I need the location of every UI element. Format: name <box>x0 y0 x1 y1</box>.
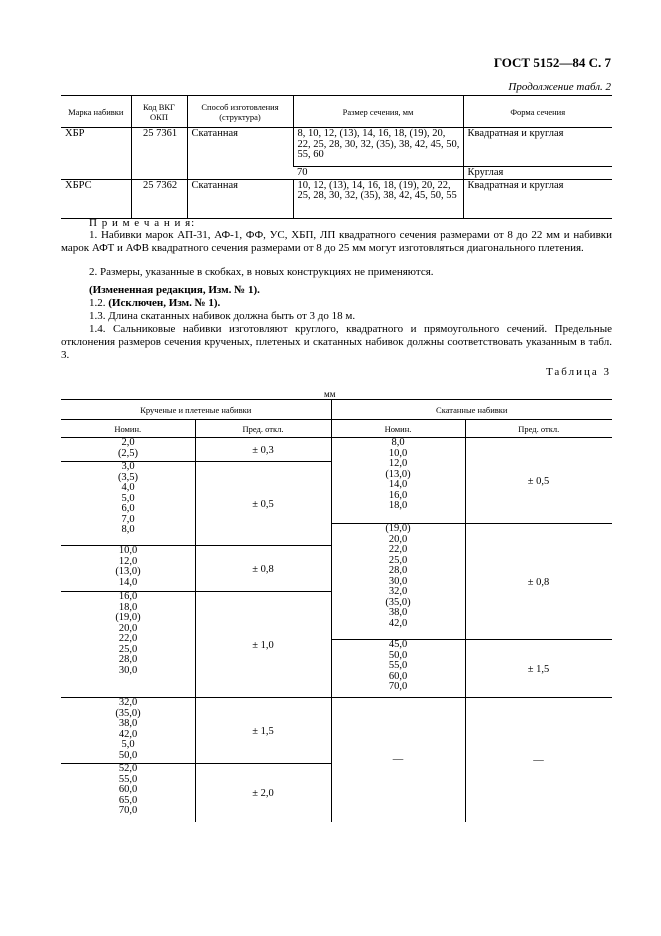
rolled-nominal-value: (19,0) <box>385 523 411 534</box>
clause-1-2-text: (Исключен, Изм. № 1). <box>108 297 221 309</box>
twisted-nominal-value: 6,0 <box>121 503 135 514</box>
twisted-nominal-value: (2,5) <box>117 447 139 459</box>
rolled-nominal-group <box>331 698 465 822</box>
rolled-deviation: ± 0,8 <box>527 576 550 588</box>
rolled-nominal-value: 32,0 <box>388 586 408 597</box>
clause-1-4: 1.4. Сальниковые набивки изготовляют круглого, квадратного и прямоугольного сечений. Предельные отклонения размеров сечения крученых, плетеных и скатанных набивок должны соответствовать указанным в табл. 3. <box>61 323 612 361</box>
table-3-caption: Таблица 3 <box>545 366 611 378</box>
twisted-nominal-value: 14,0 <box>118 576 138 588</box>
twisted-deviation: ± 0,3 <box>252 444 274 456</box>
cell-mark: ХБР <box>65 128 85 139</box>
rolled-nominal-value: 10,0 <box>388 447 408 459</box>
cell-method: Скатанная <box>187 179 293 218</box>
twisted-nominal-value: (19,0) <box>115 612 141 623</box>
twisted-nominal-value: (13,0) <box>115 566 141 577</box>
col-header-nominal: Номин. <box>331 420 465 438</box>
rolled-nominal-value: 42,0 <box>388 617 408 629</box>
cell-form: Квадратная и круглая <box>463 128 612 167</box>
rolled-nominal-value: 38,0 <box>388 607 408 618</box>
twisted-nominal-value: 50,0 <box>118 749 138 761</box>
rolled-nominal-value: 14,0 <box>388 479 408 490</box>
twisted-nominal-group <box>61 462 195 546</box>
twisted-nominal-value: 2,0 <box>121 437 135 448</box>
group-header-rolled: Скатанные набивки <box>331 400 612 420</box>
rolled-nominal-value: 28,0 <box>388 565 408 576</box>
rolled-nominal-value: 55,0 <box>388 660 408 671</box>
twisted-nominal-value: 52,0 <box>118 763 138 774</box>
rolled-nominal-value: 18,0 <box>388 500 408 511</box>
col-header-deviation: Пред. откл. <box>465 420 612 438</box>
rolled-nominal-value: 22,0 <box>388 544 408 555</box>
twisted-nominal-value: 16,0 <box>118 591 138 602</box>
rolled-deviation: — <box>533 754 544 766</box>
cell-code: 25 7362 <box>131 179 187 218</box>
twisted-nominal-value: 22,0 <box>118 633 138 644</box>
twisted-nominal-value: 18,0 <box>118 601 138 613</box>
note-2: 2. Размеры, указанные в скобках, в новых конструкциях не применяются. <box>89 266 434 278</box>
twisted-nominal-value: 8,0 <box>121 524 135 535</box>
table-continuation-label: Продолжение табл. 2 <box>508 81 611 93</box>
twisted-nominal-value: 4,0 <box>121 482 135 493</box>
rolled-nominal-value: 60,0 <box>388 670 408 682</box>
twisted-nominal-value: 10,0 <box>118 545 138 556</box>
twisted-nominal-group <box>61 764 195 822</box>
page-header: ГОСТ 5152—84 С. 7 <box>493 55 611 70</box>
col-header-form: Форма сечения <box>463 96 612 128</box>
cell-sizes: 8, 10, 12, (13), 14, 16, 18, (19), 20, 22, 25, 28, 30, 32, (35), 38, 42, 45, 50, 55, 60 <box>293 128 463 167</box>
rolled-nominal-value: 12,0 <box>388 458 408 469</box>
twisted-nominal-value: 20,0 <box>118 622 138 634</box>
twisted-nominal-value: 70,0 <box>118 805 138 816</box>
note-1: 1. Набивки марок АП-31, АФ-1, ФФ, УС, ХБП, ЛП квадратного сечения размерами от 8 до 22 мм и набивки марок АФТ и АФВ квадратного сечения размерами от 8 до 25 мм могут изготовляться диагонального плетения. <box>61 229 612 254</box>
twisted-deviation: ± 1,5 <box>252 725 274 737</box>
rolled-nominal-value: 45,0 <box>388 639 408 650</box>
cell-code: 25 7361 <box>131 128 187 180</box>
group-header-twisted: Крученые и плетеные набивки <box>61 400 331 420</box>
twisted-deviation: ± 0,8 <box>252 563 274 575</box>
twisted-nominal-group <box>61 438 195 462</box>
rolled-nominal-value: (13,0) <box>385 468 411 480</box>
col-header-method: Способ изготовления (структура) <box>187 96 293 128</box>
twisted-nominal-value: 5,0 <box>121 739 135 750</box>
clause-1-2-number: 1.2. <box>89 297 106 309</box>
twisted-nominal-value: 55,0 <box>118 773 138 785</box>
col-header-size: Размер сечения, мм <box>293 96 463 128</box>
twisted-deviation: ± 0,5 <box>252 498 274 510</box>
twisted-nominal-value: 32,0 <box>118 697 138 708</box>
col-header-nominal: Номин. <box>61 420 195 438</box>
rolled-nominal-value: 20,0 <box>388 533 408 545</box>
twisted-nominal-value: (3,5) <box>117 471 139 483</box>
rolled-nominal-value: 25,0 <box>388 554 408 566</box>
table-3-unit: мм <box>324 389 336 399</box>
twisted-nominal-value: 5,0 <box>121 492 135 504</box>
table-2 <box>61 95 612 219</box>
cell-sizes: 10, 12, (13), 14, 16, 18, (19), 20, 22, 25, 28, 30, 32, (35), 38, 42, 45, 50, 55 <box>293 179 463 218</box>
table-3-body <box>61 438 612 822</box>
twisted-nominal-value: 60,0 <box>118 784 138 795</box>
col-header-mark: Марка набивки <box>61 96 131 128</box>
rolled-nominal-value: (35,0) <box>385 596 411 608</box>
twisted-nominal-group <box>61 592 195 698</box>
cell-form: Квадратная и круглая <box>463 179 612 218</box>
twisted-nominal-group <box>61 546 195 592</box>
cell-sizes: 70 <box>293 167 463 180</box>
rolled-deviation: ± 0,5 <box>527 475 550 487</box>
twisted-nominal-value: 38,0 <box>118 718 138 729</box>
rolled-nominal-value: 30,0 <box>388 575 408 587</box>
rolled-deviation: ± 1,5 <box>527 663 550 675</box>
rolled-nominal-value: — <box>392 753 404 765</box>
cell-form: Круглая <box>463 167 612 180</box>
rolled-nominal-value: 70,0 <box>388 681 408 692</box>
col-header-code: Код ВКГ ОКП <box>131 96 187 128</box>
cell-method: Скатанная <box>187 128 293 180</box>
twisted-deviation: ± 2,0 <box>252 787 274 799</box>
table-3 <box>61 399 612 438</box>
twisted-nominal-value: 3,0 <box>121 461 135 472</box>
twisted-nominal-value: 65,0 <box>118 794 138 806</box>
rolled-nominal-group <box>331 640 465 698</box>
twisted-nominal-value: 7,0 <box>121 513 135 525</box>
twisted-deviation: ± 1,0 <box>252 639 274 651</box>
twisted-nominal-value: 30,0 <box>118 664 138 676</box>
col-header-deviation: Пред. откл. <box>195 420 331 438</box>
twisted-nominal-value: 25,0 <box>118 643 138 655</box>
rolled-nominal-value: 50,0 <box>388 649 408 661</box>
twisted-nominal-value: 42,0 <box>118 728 138 740</box>
rolled-nominal-value: 16,0 <box>388 489 408 501</box>
rolled-nominal-group <box>331 438 465 524</box>
twisted-nominal-group <box>61 698 195 764</box>
clause-1-2 <box>89 297 220 310</box>
edition-note: (Измененная редакция, Изм. № 1). <box>89 284 260 296</box>
cell-mark: ХБРС <box>61 179 131 218</box>
twisted-nominal-value: 28,0 <box>118 654 138 665</box>
clause-1-3: 1.3. Длина скатанных набивок должна быть от 3 до 18 м. <box>89 310 356 322</box>
twisted-nominal-value: (35,0) <box>115 707 141 719</box>
rolled-nominal-group <box>331 524 465 640</box>
twisted-nominal-value: 12,0 <box>118 555 138 567</box>
notes-title: П р и м е ч а н и я: <box>89 217 196 229</box>
rolled-nominal-value: 8,0 <box>391 437 405 448</box>
